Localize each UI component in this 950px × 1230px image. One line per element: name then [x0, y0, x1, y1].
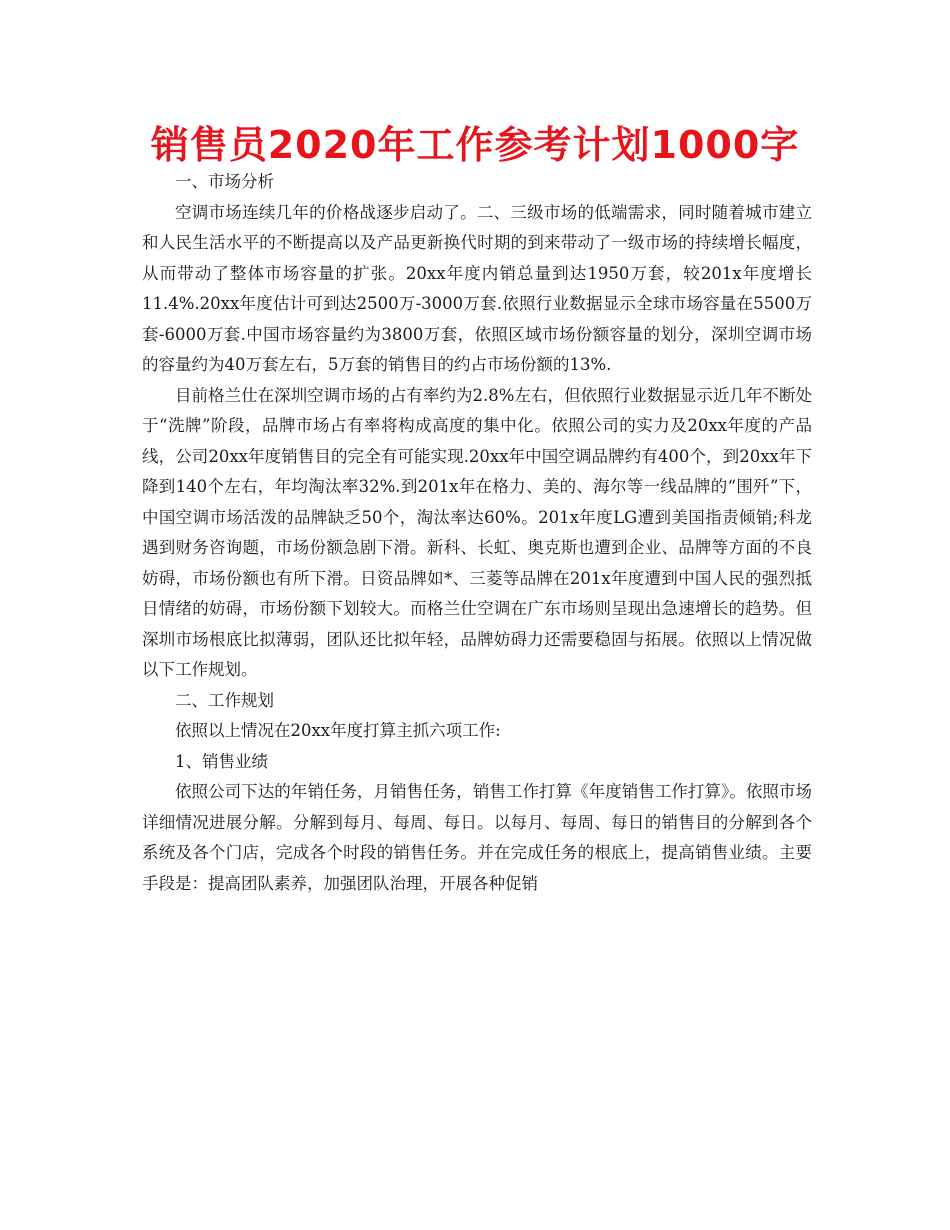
paragraph: 依照公司下达的年销任务，月销售任务，销售工作打算《年度销售工作打算》。依照市场详细情况进展分解。分解到每月、每周、每日。以每月、每周、每日的销售目的分解到各个系统及各个门店，完成各个时段的销售任务。并在完成任务的根底上，提高销售业绩。主要手段是：提高团队素养，加强团队治理，开展各种促销	[142, 782, 812, 893]
subsection-heading-sales: 1、销售业绩	[175, 751, 268, 771]
page-title: 销售员2020年工作参考计划1000字	[150, 123, 800, 167]
section-heading-market-analysis: 一、市场分析	[175, 172, 274, 191]
paragraph: 空调市场连续几年的价格战逐步启动了。二、三级市场的低端需求，同时随着城市建立和人民生活水平的不断提高以及产品更新换代时期的到来带动了一级市场的持续增长幅度，从而带动了整体市场容量的扩张。20xx年度内销总量到达1950万套，较201x年度增长11.4%.20xx年度估计可到达2500万-3000万套.依照行业数据显示全球市场容量在5500万套-6000万套.中国市场容量约为3800万套，依照区域市场份额容量的划分，深圳空调市场的容量约为40万套左右，5万套的销售目的约占市场份额的13%.	[142, 202, 812, 374]
paragraph: 依照以上情况在20xx年度打算主抓六项工作:	[175, 721, 501, 740]
section-heading-work-plan: 二、工作规划	[175, 690, 274, 710]
paragraph: 目前格兰仕在深圳空调市场的占有率约为2.8%左右，但依照行业数据显示近几年不断处于“洗牌”阶段，品牌市场占有率将构成高度的集中化。依照公司的实力及20xx年度的产品线，公司20xx年度销售目的完全有可能实现.20xx年中国空调品牌约有400个，到20xx年下降到140个左右，年均淘汰率32%.到201x年在格力、美的、海尔等一线品牌的“围歼”下，中国空调市场活泼的品牌缺乏50个，淘汰率达60%。201x年度LG遭到美国指责倾销;科龙遇到财务咨询题，市场份额急剧下滑。新科、长虹、奥克斯也遭到企业、品牌等方面的不良妨碍，市场份额也有所下滑。日资品牌如*、三菱等品牌在201x年度遭到中国人民的强烈抵日情绪的妨碍，市场份额下划较大。而格兰仕空调在广东市场则呈现出急速增长的趋势。但深圳市场根底比拟薄弱，团队还比拟年轻，品牌妨碍力还需要稳固与拓展。依照以上情况做以下工作规划。	[142, 385, 812, 679]
document-body	[142, 167, 812, 899]
